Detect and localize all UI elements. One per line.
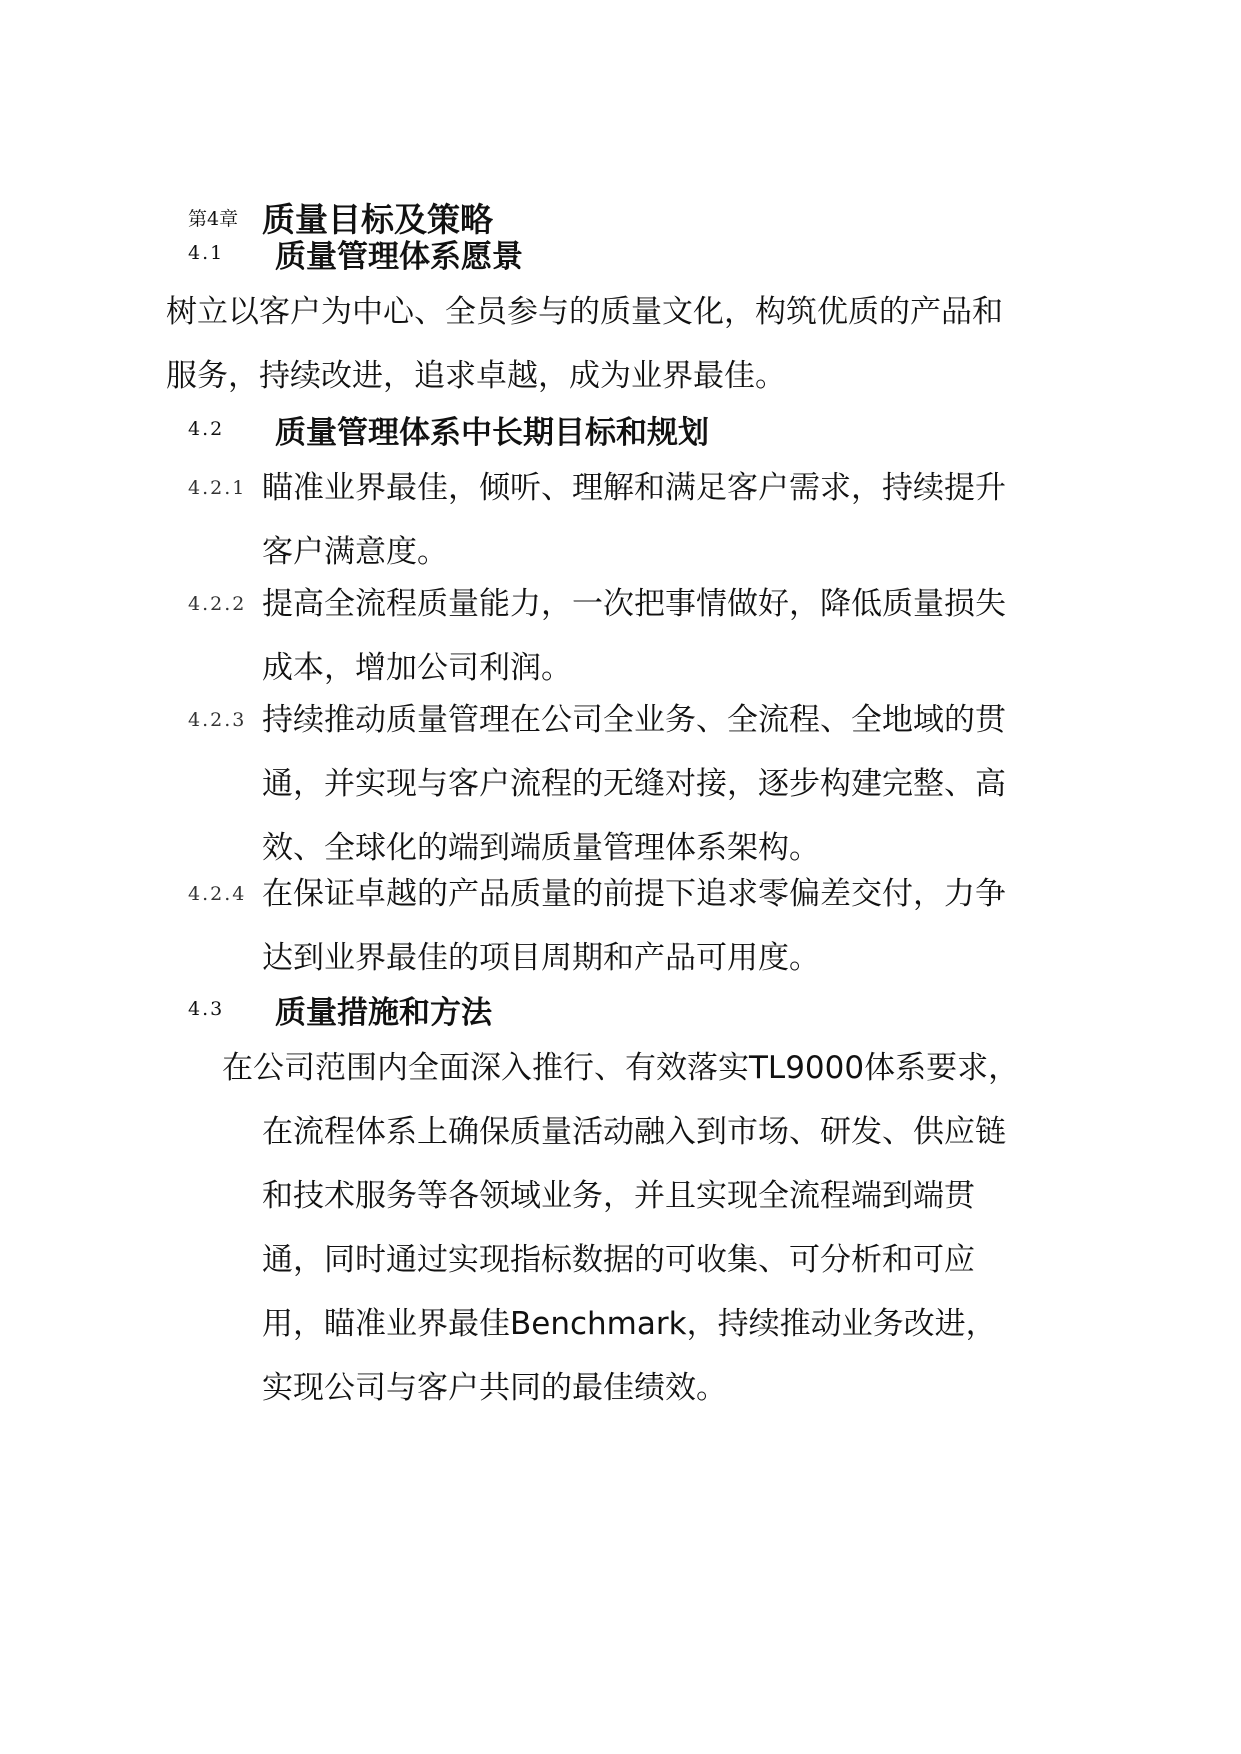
section-heading-4-1 [188,228,523,278]
list-item-text: 瞄准业界最佳，倾听、理解和满足客户需求，持续提升客户满意度。 [262,470,1006,570]
section-heading-4-2 [188,404,709,454]
list-item-number: 4.2.1 [188,477,247,499]
section-4-3-body: 在公司范围内全面深入推行、有效落实TL9000体系要求，在流程体系上确保质量活动融入到市场、研发、供应链和技术服务等各领域业务，并且实现全流程端到端贯通，同时通过实现指标数据的可收集、可分析和可应用，瞄准业界最佳Benchmark，持续推动业务改进，实现公司与客户共同的最佳绩效。 [222,1050,1020,1406]
list-item-text: 持续推动质量管理在公司全业务、全流程、全地域的贯通，并实现与客户流程的无缝对接，逐步构建完整、高效、全球化的端到端质量管理体系架构。 [262,702,1006,866]
list-item-number: 4.2.4 [188,883,247,905]
section-heading-4-3 [188,984,492,1034]
section-4-1-body: 树立以客户为中心、全员参与的质量文化，构筑优质的产品和服务，持续改进，追求卓越，成为业界最佳。 [166,294,1003,394]
chapter-title: 质量目标及策略 [262,199,493,239]
section-title: 质量管理体系愿景 [275,238,523,275]
list-item-text: 在保证卓越的产品质量的前提下追求零偏差交付，力争达到业界最佳的项目周期和产品可用度。 [262,876,1006,976]
section-title: 质量管理体系中长期目标和规划 [275,414,709,451]
section-number: 4.2 [188,418,225,440]
list-item-number: 4.2.2 [188,593,247,615]
chapter-number: 第4章 [188,207,239,230]
list-item-number: 4.2.3 [188,709,247,731]
section-number: 4.1 [188,242,225,264]
section-number: 4.3 [188,998,225,1020]
section-title: 质量措施和方法 [275,994,492,1031]
list-item-text: 提高全流程质量能力，一次把事情做好，降低质量损失成本，增加公司利润。 [262,586,1006,686]
